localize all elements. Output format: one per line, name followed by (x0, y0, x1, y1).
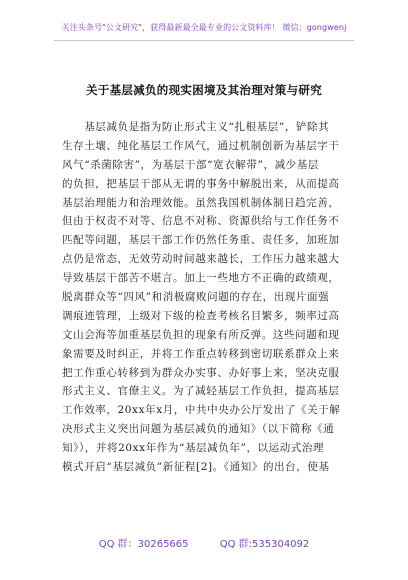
body-line: 决形式主义突出问题为基层减负的通知》（以下简称《通 (62, 423, 335, 436)
document-body (62, 118, 352, 477)
header-divider (54, 40, 354, 41)
footer-qq-group-2: QQ 群:535304092 (219, 539, 310, 550)
body-line: 工作效率，20xx年x月，中共中央办公厅发出了《关于解 (62, 404, 341, 417)
body-line: 生存土壤、纯化基层工作风气，通过机制创新为基层字干 (62, 139, 340, 152)
body-line: 基层减负是指为防止形式主义“扎根基层”，铲除其 (62, 121, 330, 133)
body-line: 的负担，把基层干部从无谓的事务中解脱出来，从而提高 (62, 177, 340, 190)
body-line: 风气“杀菌除害”，为基层干部“宽衣解带”，减少基层 (62, 158, 319, 171)
page-header-notice: 关注头条号"公文研究"，获得最新最全最专业的公文资料库！ 微信：gongwenj (61, 23, 347, 32)
body-line: 但由于权责不对等、信息不对称、资源供给与工作任务不 (62, 215, 340, 228)
page-footer (0, 535, 408, 550)
body-line: 文山会海等加重基层负担的现象有所反弹。这些问题和现 (62, 328, 340, 341)
document-title: 关于基层减负的现实困境及其治理对策与研究 (86, 83, 322, 97)
footer-qq-group-1: QQ 群：30265665 (98, 539, 189, 550)
body-line: 脱离群众等“四风”和消极腐败问题的存在，出现片面强 (62, 291, 330, 304)
body-line: 象需要及时纠正，并将工作重点转移到密切联系群众上来 (62, 347, 340, 360)
body-line: 模式开启“基层减负”新征程[2]。《通知》的出台，使基 (62, 461, 330, 474)
body-line: 匹配等问题，基层干部工作仍然任务重、责任多，加班加 (62, 234, 340, 247)
body-line: 调痕迹管理，上级对下级的检查考核名目繁多，频率过高 (62, 309, 340, 322)
body-line: 形式主义、官僚主义。为了减轻基层工作负担，提高基层 (62, 385, 340, 398)
body-line: 点仍是常态，无效劳动时间越来越长，工作压力越来越大 (62, 253, 340, 266)
body-line: 知》），并将20xx年作为“基层减负年”，以运动式治理 (62, 442, 325, 455)
body-line: 把工作重心转移到为群众办实事、办好事上来，坚决克服 (62, 366, 340, 379)
body-line: 导致基层干部苦不堪言。加上一些地方不正确的政绩观， (62, 272, 340, 285)
body-line: 基层治理能力和治理效能。虽然我国机制体制日趋完善， (62, 196, 340, 209)
